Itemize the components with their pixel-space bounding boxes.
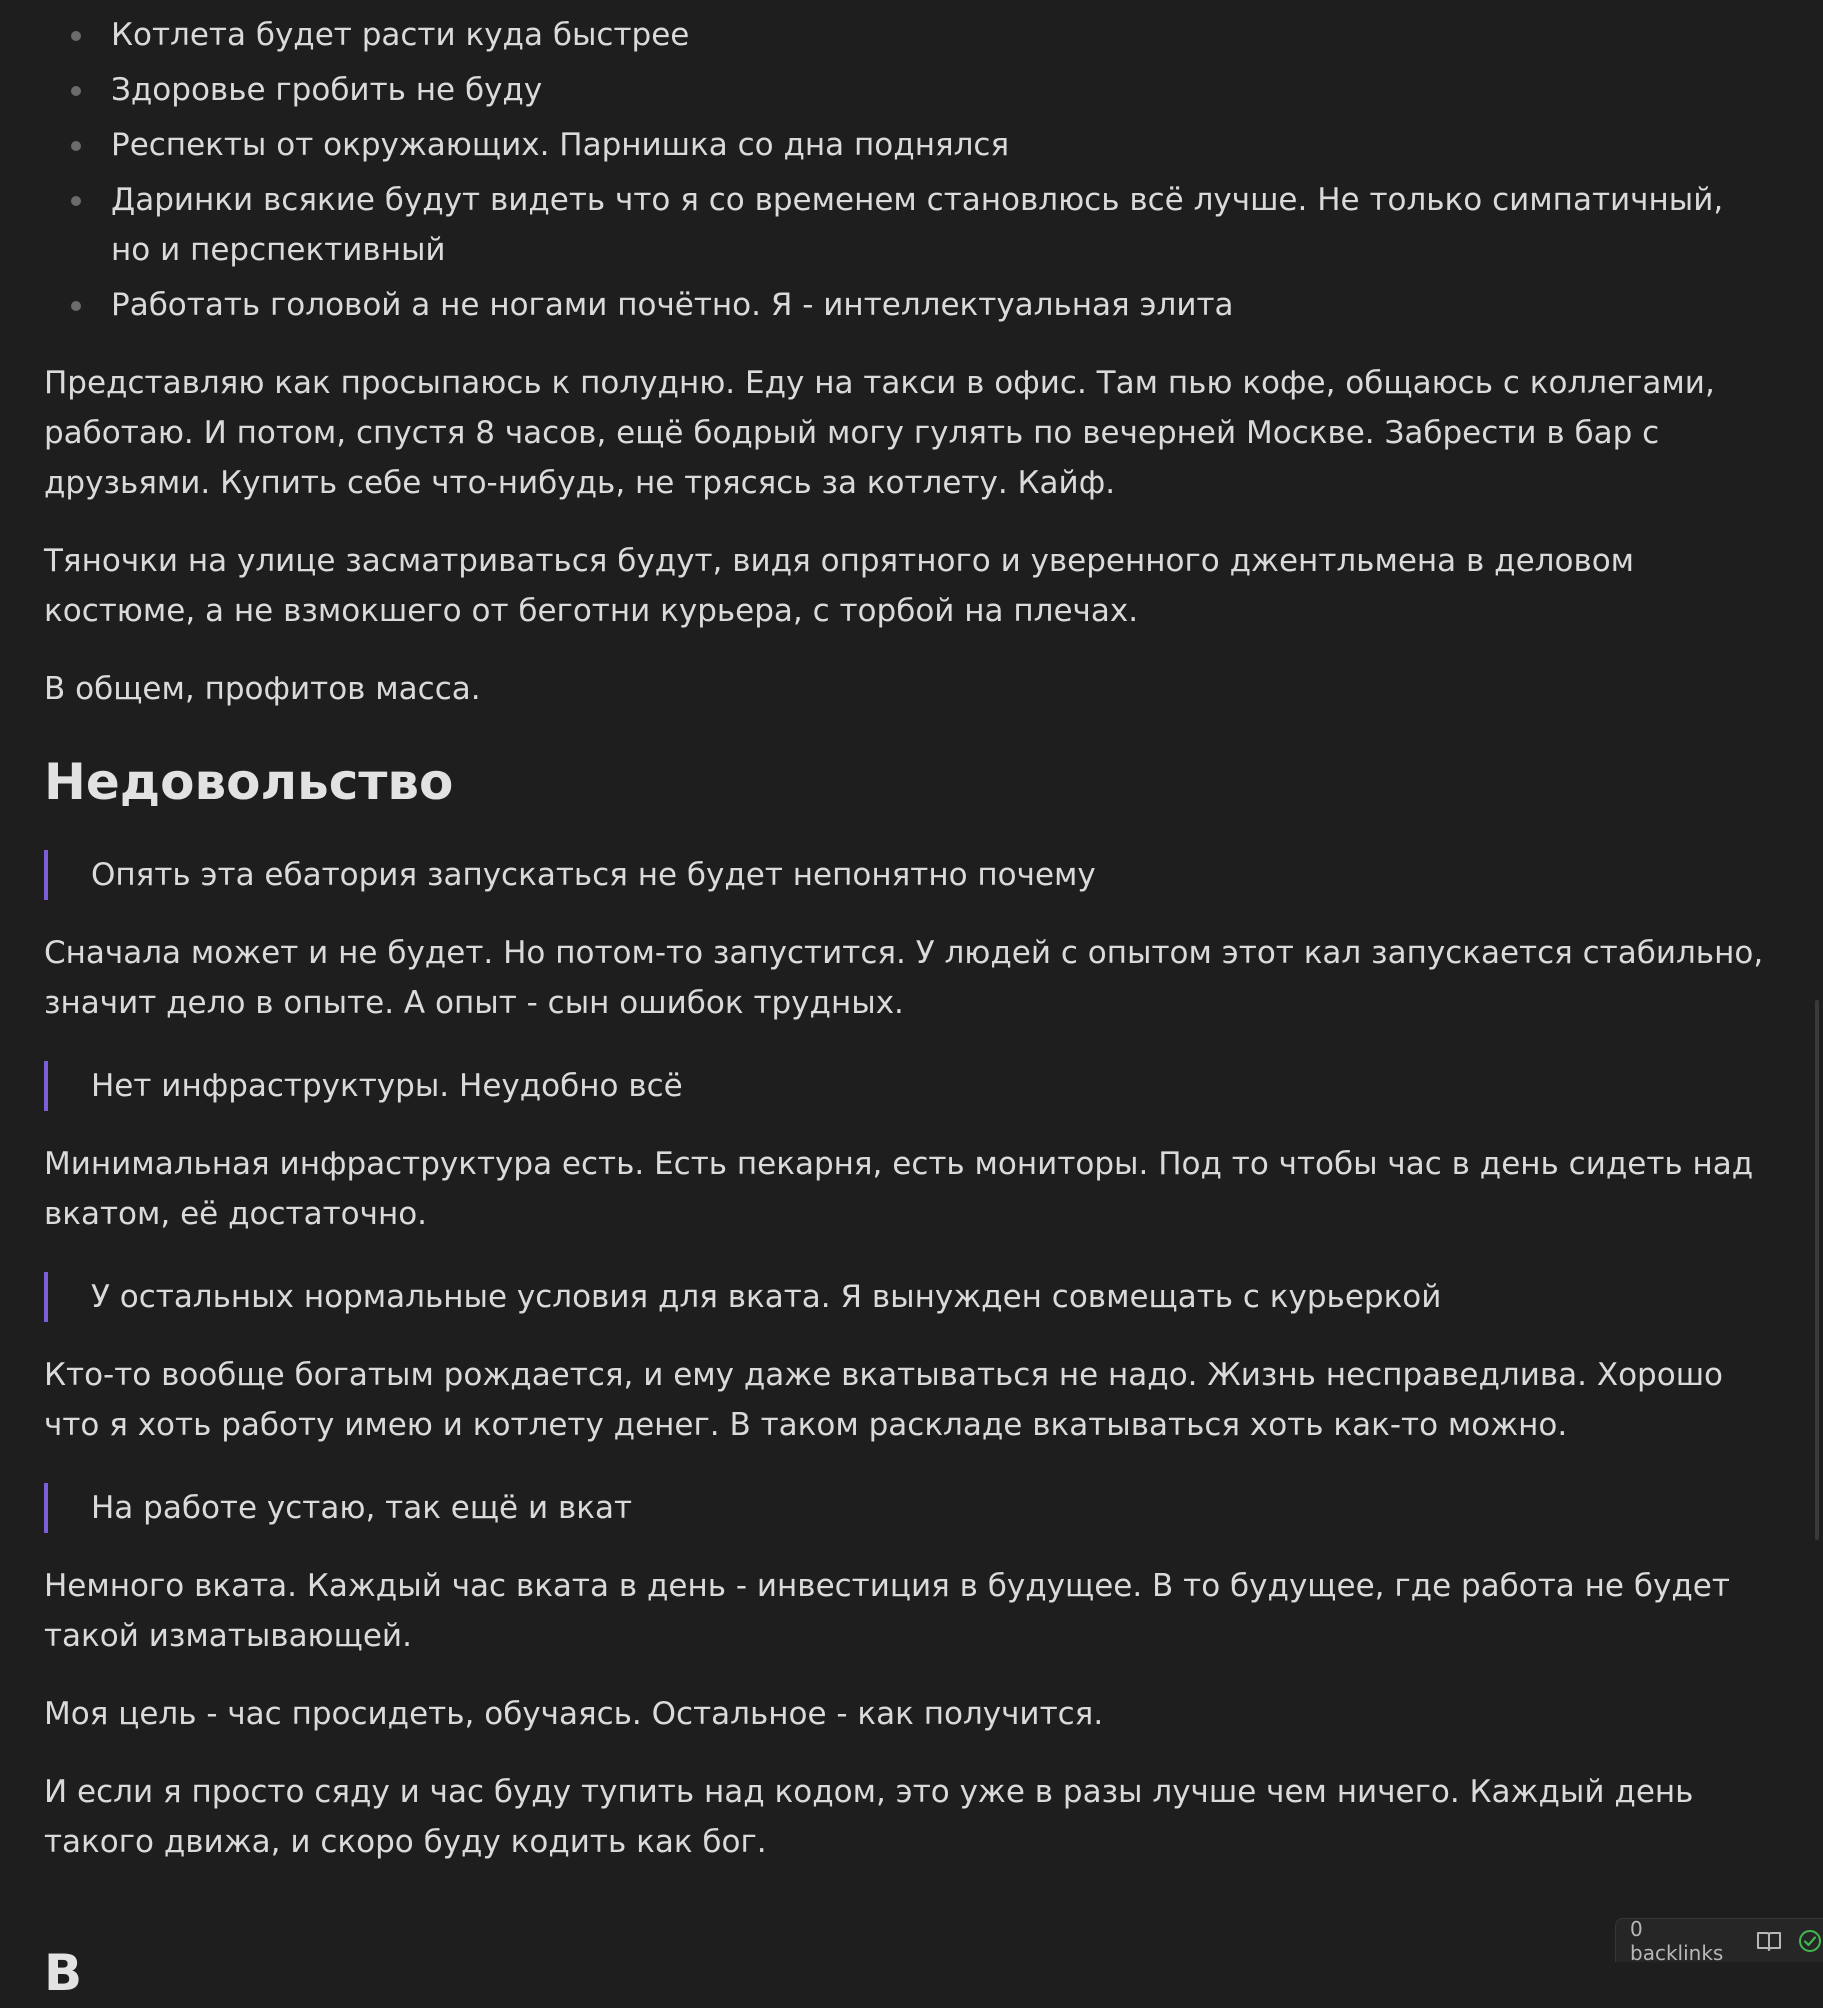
backlinks-count[interactable]: 0 backlinks <box>1630 1916 1724 1965</box>
paragraph: Тяночки на улице засматриваться будут, видя опрятного и уверенного джентльмена в деловом костюме, а не взмокшего от беготни курьера, с торбой на плечах. <box>44 543 1635 629</box>
paragraph: Сначала может и не будет. Но потом-то запустится. У людей с опытом этот кал запускается стабильно, значит дело в опыте. А опыт - сын ошибок трудных. <box>44 935 1764 1021</box>
paragraph: И если я просто сяду и час буду тупить над кодом, это уже в разы лучше чем ничего. Каждый день такого движа, и скоро буду кодить как бог. <box>44 1774 1694 1860</box>
vertical-scrollbar[interactable] <box>1810 0 1823 1962</box>
paragraph: В общем, профитов масса. <box>44 671 481 707</box>
list-item: Здоровье гробить не буду <box>44 65 1764 115</box>
paragraph: Моя цель - час просидеть, обучаясь. Остальное - как получится. <box>44 1696 1104 1732</box>
status-bar <box>1615 1916 1823 1965</box>
list-item: Работать головой а не ногами почётно. Я - интеллектуальная элита <box>44 280 1764 330</box>
paragraph: Кто-то вообще богатым рождается, и ему даже вкатываться не надо. Жизнь несправедлива. Хорошо что я хоть работу имею и котлету денег. В таком раскладе вкатываться хоть как-то можно. <box>44 1357 1724 1443</box>
blockquote: Опять эта ебатория запускаться не будет непонятно почему <box>44 850 1764 900</box>
list-item: Даринки всякие будут видеть что я со временем становлюсь всё лучше. Не только симпатичный, но и перспективный <box>44 175 1764 275</box>
bullet-dot-icon <box>71 31 81 41</box>
list-item: Респекты от окружающих. Парнишка со дна поднялся <box>44 120 1764 170</box>
bullet-dot-icon <box>71 196 81 206</box>
paragraph: Минимальная инфраструктура есть. Есть пекарня, есть мониторы. Под то чтобы час в день сидеть над вкатом, её достаточно. <box>44 1146 1754 1232</box>
note-content <box>44 0 1764 1867</box>
bullet-dot-icon <box>71 141 81 151</box>
check-circle-icon[interactable] <box>1798 1928 1823 1954</box>
bullet-dot-icon <box>71 301 81 311</box>
blockquote: На работе устаю, так ещё и вкат <box>44 1483 1764 1533</box>
blockquote: Нет инфраструктуры. Неудобно всё <box>44 1061 1764 1111</box>
benefits-list <box>44 10 1764 330</box>
section-heading: Недовольство <box>44 753 454 811</box>
blockquote: У остальных нормальные условия для вката. Я вынужден совмещать с курьеркой <box>44 1272 1764 1322</box>
paragraph: Немного вката. Каждый час вката в день - инвестиция в будущее. В то будущее, где работа не будет такой изматывающей. <box>44 1568 1730 1654</box>
scrollbar-thumb[interactable] <box>1815 1000 1819 1540</box>
list-item: Котлета будет расти куда быстрее <box>44 10 1764 60</box>
book-open-icon[interactable] <box>1756 1928 1782 1954</box>
bullet-dot-icon <box>71 86 81 96</box>
next-section-heading: В <box>44 1944 83 2002</box>
paragraph: Представляю как просыпаюсь к полудню. Еду на такси в офис. Там пью кофе, общаюсь с коллегами, работаю. И потом, спустя 8 часов, ещё бодрый могу гулять по вечерней Москве. Забрести в бар с друзьями. Купить себе что-нибудь, не трясясь за котлету. Кайф. <box>44 365 1715 501</box>
